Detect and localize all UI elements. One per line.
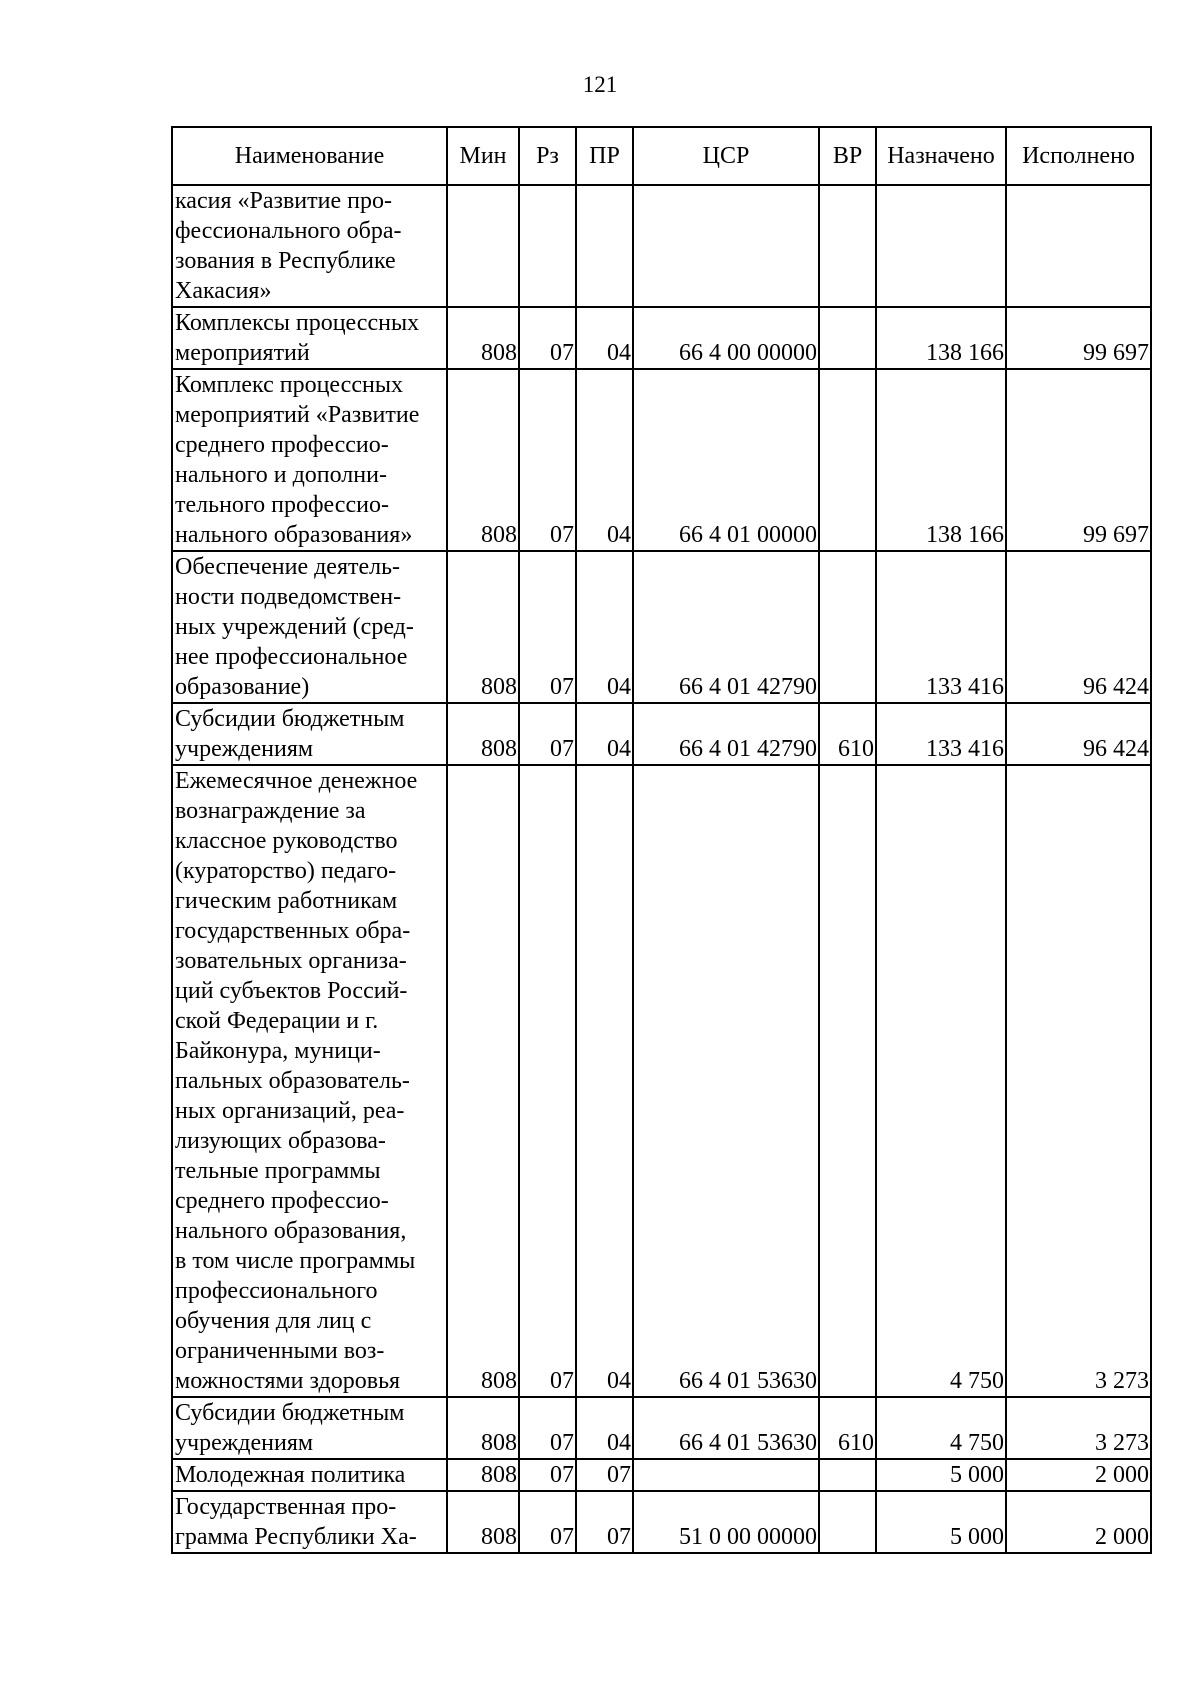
- cell-rz: 07: [519, 369, 576, 551]
- cell-executed: 96 424: [1006, 703, 1151, 765]
- cell-name: [172, 703, 447, 765]
- cell-name-line: гическим работникам: [175, 888, 398, 914]
- cell-name-line: учреждениям: [175, 1430, 314, 1456]
- cell-vr: [819, 185, 876, 307]
- table-row: [172, 765, 1151, 1397]
- header-rz: Рз: [519, 127, 576, 185]
- cell-csr: 66 4 01 42790: [633, 551, 819, 703]
- cell-executed: 99 697: [1006, 369, 1151, 551]
- cell-name-line: нального и дополни-: [175, 462, 387, 488]
- cell-name-line: Комплекс процессных: [175, 372, 403, 398]
- cell-pr: 04: [576, 369, 633, 551]
- cell-min: 808: [447, 765, 519, 1397]
- cell-name: [172, 1459, 447, 1491]
- cell-name-line: классное руководство: [175, 828, 398, 854]
- cell-assigned: 5 000: [876, 1459, 1006, 1491]
- cell-name-line: ций субъектов Россий-: [175, 978, 408, 1004]
- cell-name-line: Субсидии бюджетным: [175, 706, 405, 732]
- cell-pr: 04: [576, 765, 633, 1397]
- cell-min: 808: [447, 1491, 519, 1553]
- table-row: [172, 185, 1151, 307]
- cell-min: 808: [447, 551, 519, 703]
- table-row: [172, 369, 1151, 551]
- cell-name-line: (кураторство) педаго-: [175, 858, 397, 884]
- cell-name-line: среднего профессио-: [175, 432, 389, 458]
- cell-name-line: зования в Республике: [175, 248, 396, 274]
- cell-name-line: можностями здоровья: [175, 1368, 401, 1394]
- table-header-row: [172, 127, 1151, 185]
- cell-name-line: нального образования,: [175, 1218, 407, 1244]
- cell-executed: 3 273: [1006, 765, 1151, 1397]
- cell-csr: 66 4 01 42790: [633, 703, 819, 765]
- cell-name-line: государственных обра-: [175, 918, 411, 944]
- table-row: [172, 307, 1151, 369]
- cell-name-line: грамма Республики Ха-: [175, 1524, 417, 1550]
- cell-assigned: 4 750: [876, 1397, 1006, 1459]
- cell-name-line: нального образования»: [175, 522, 413, 548]
- cell-name-line: тельного профессио-: [175, 492, 389, 518]
- cell-name-line: ности подведомствен-: [175, 584, 402, 610]
- cell-min: 808: [447, 369, 519, 551]
- table-row: [172, 1491, 1151, 1553]
- cell-executed: [1006, 185, 1151, 307]
- cell-rz: 07: [519, 1459, 576, 1491]
- cell-name-line: образование): [175, 674, 310, 700]
- cell-name: [172, 765, 447, 1397]
- cell-name-line: Комплексы процессных: [175, 310, 420, 336]
- cell-name-line: ограниченными воз-: [175, 1338, 385, 1364]
- table-row: [172, 703, 1151, 765]
- cell-assigned: [876, 185, 1006, 307]
- cell-assigned: 138 166: [876, 307, 1006, 369]
- page-number: 121: [582, 72, 618, 97]
- cell-pr: 04: [576, 703, 633, 765]
- cell-name-line: Обеспечение деятель-: [175, 554, 401, 580]
- cell-csr: 66 4 01 53630: [633, 765, 819, 1397]
- cell-executed: 96 424: [1006, 551, 1151, 703]
- cell-name-line: мероприятий «Развитие: [175, 402, 420, 428]
- cell-name-line: среднего профессио-: [175, 1188, 389, 1214]
- header-min: Мин: [447, 127, 519, 185]
- header-vr: ВР: [819, 127, 876, 185]
- cell-rz: 07: [519, 307, 576, 369]
- cell-name: [172, 1491, 447, 1553]
- cell-name-line: ской Федерации и г.: [175, 1008, 379, 1034]
- cell-vr: [819, 369, 876, 551]
- cell-name: [172, 369, 447, 551]
- cell-name-line: мероприятий: [175, 340, 310, 366]
- cell-csr: [633, 185, 819, 307]
- cell-executed: 2 000: [1006, 1491, 1151, 1553]
- cell-vr: [819, 551, 876, 703]
- cell-executed: 99 697: [1006, 307, 1151, 369]
- cell-assigned: 133 416: [876, 703, 1006, 765]
- cell-name-line: Хакасия»: [175, 278, 272, 304]
- cell-min: 808: [447, 703, 519, 765]
- cell-assigned: 4 750: [876, 765, 1006, 1397]
- cell-rz: 07: [519, 1491, 576, 1553]
- cell-name-line: фессионального обра-: [175, 218, 402, 244]
- cell-pr: 04: [576, 307, 633, 369]
- cell-vr: 610: [819, 1397, 876, 1459]
- cell-name-line: Государственная про-: [175, 1494, 397, 1520]
- cell-name-line: обучения для лиц с: [175, 1308, 372, 1334]
- cell-rz: [519, 185, 576, 307]
- cell-name: [172, 185, 447, 307]
- cell-name-line: нее профессиональное: [175, 644, 408, 670]
- budget-table: [171, 126, 1152, 1554]
- cell-name: [172, 307, 447, 369]
- header-pr: ПР: [576, 127, 633, 185]
- cell-pr: 04: [576, 1397, 633, 1459]
- table-body: [172, 185, 1151, 1553]
- cell-vr: [819, 1459, 876, 1491]
- table-row: [172, 1459, 1151, 1491]
- cell-pr: 04: [576, 551, 633, 703]
- cell-name-line: касия «Развитие про-: [175, 188, 392, 214]
- cell-pr: 07: [576, 1459, 633, 1491]
- cell-min: 808: [447, 1459, 519, 1491]
- cell-min: 808: [447, 1397, 519, 1459]
- cell-name-line: в том числе программы: [175, 1248, 416, 1274]
- table-row: [172, 1397, 1151, 1459]
- cell-executed: 3 273: [1006, 1397, 1151, 1459]
- cell-name-line: Ежемесячное денежное: [175, 768, 418, 794]
- cell-name-line: вознаграждение за: [175, 798, 366, 824]
- cell-name-line: ных организаций, реа-: [175, 1098, 405, 1124]
- cell-min: [447, 185, 519, 307]
- cell-name: [172, 1397, 447, 1459]
- cell-name: [172, 551, 447, 703]
- cell-csr: 51 0 00 00000: [633, 1491, 819, 1553]
- cell-csr: [633, 1459, 819, 1491]
- header-executed: Исполнено: [1006, 127, 1151, 185]
- cell-csr: 66 4 00 00000: [633, 307, 819, 369]
- cell-assigned: 5 000: [876, 1491, 1006, 1553]
- cell-name-line: Молодежная политика: [175, 1462, 406, 1488]
- cell-name-line: Субсидии бюджетным: [175, 1400, 405, 1426]
- cell-name-line: пальных образователь-: [175, 1068, 410, 1094]
- cell-executed: 2 000: [1006, 1459, 1151, 1491]
- header-assigned: Назначено: [876, 127, 1006, 185]
- cell-assigned: 133 416: [876, 551, 1006, 703]
- cell-assigned: 138 166: [876, 369, 1006, 551]
- cell-vr: [819, 765, 876, 1397]
- cell-csr: 66 4 01 00000: [633, 369, 819, 551]
- cell-rz: 07: [519, 1397, 576, 1459]
- cell-name-line: Байконура, муници-: [175, 1038, 381, 1064]
- cell-pr: [576, 185, 633, 307]
- cell-rz: 07: [519, 703, 576, 765]
- cell-name-line: ных учреждений (сред-: [175, 614, 414, 640]
- cell-name-line: учреждениям: [175, 736, 314, 762]
- cell-rz: 07: [519, 551, 576, 703]
- cell-vr: [819, 307, 876, 369]
- cell-vr: [819, 1491, 876, 1553]
- cell-min: 808: [447, 307, 519, 369]
- header-csr: ЦСР: [633, 127, 819, 185]
- header-name: Наименование: [172, 127, 447, 185]
- cell-pr: 07: [576, 1491, 633, 1553]
- cell-name-line: лизующих образова-: [175, 1128, 386, 1154]
- table-row: [172, 551, 1151, 703]
- cell-name-line: тельные программы: [175, 1158, 381, 1184]
- cell-vr: 610: [819, 703, 876, 765]
- cell-name-line: профессионального: [175, 1278, 378, 1304]
- cell-rz: 07: [519, 765, 576, 1397]
- cell-name-line: зовательных организа-: [175, 948, 407, 974]
- cell-csr: 66 4 01 53630: [633, 1397, 819, 1459]
